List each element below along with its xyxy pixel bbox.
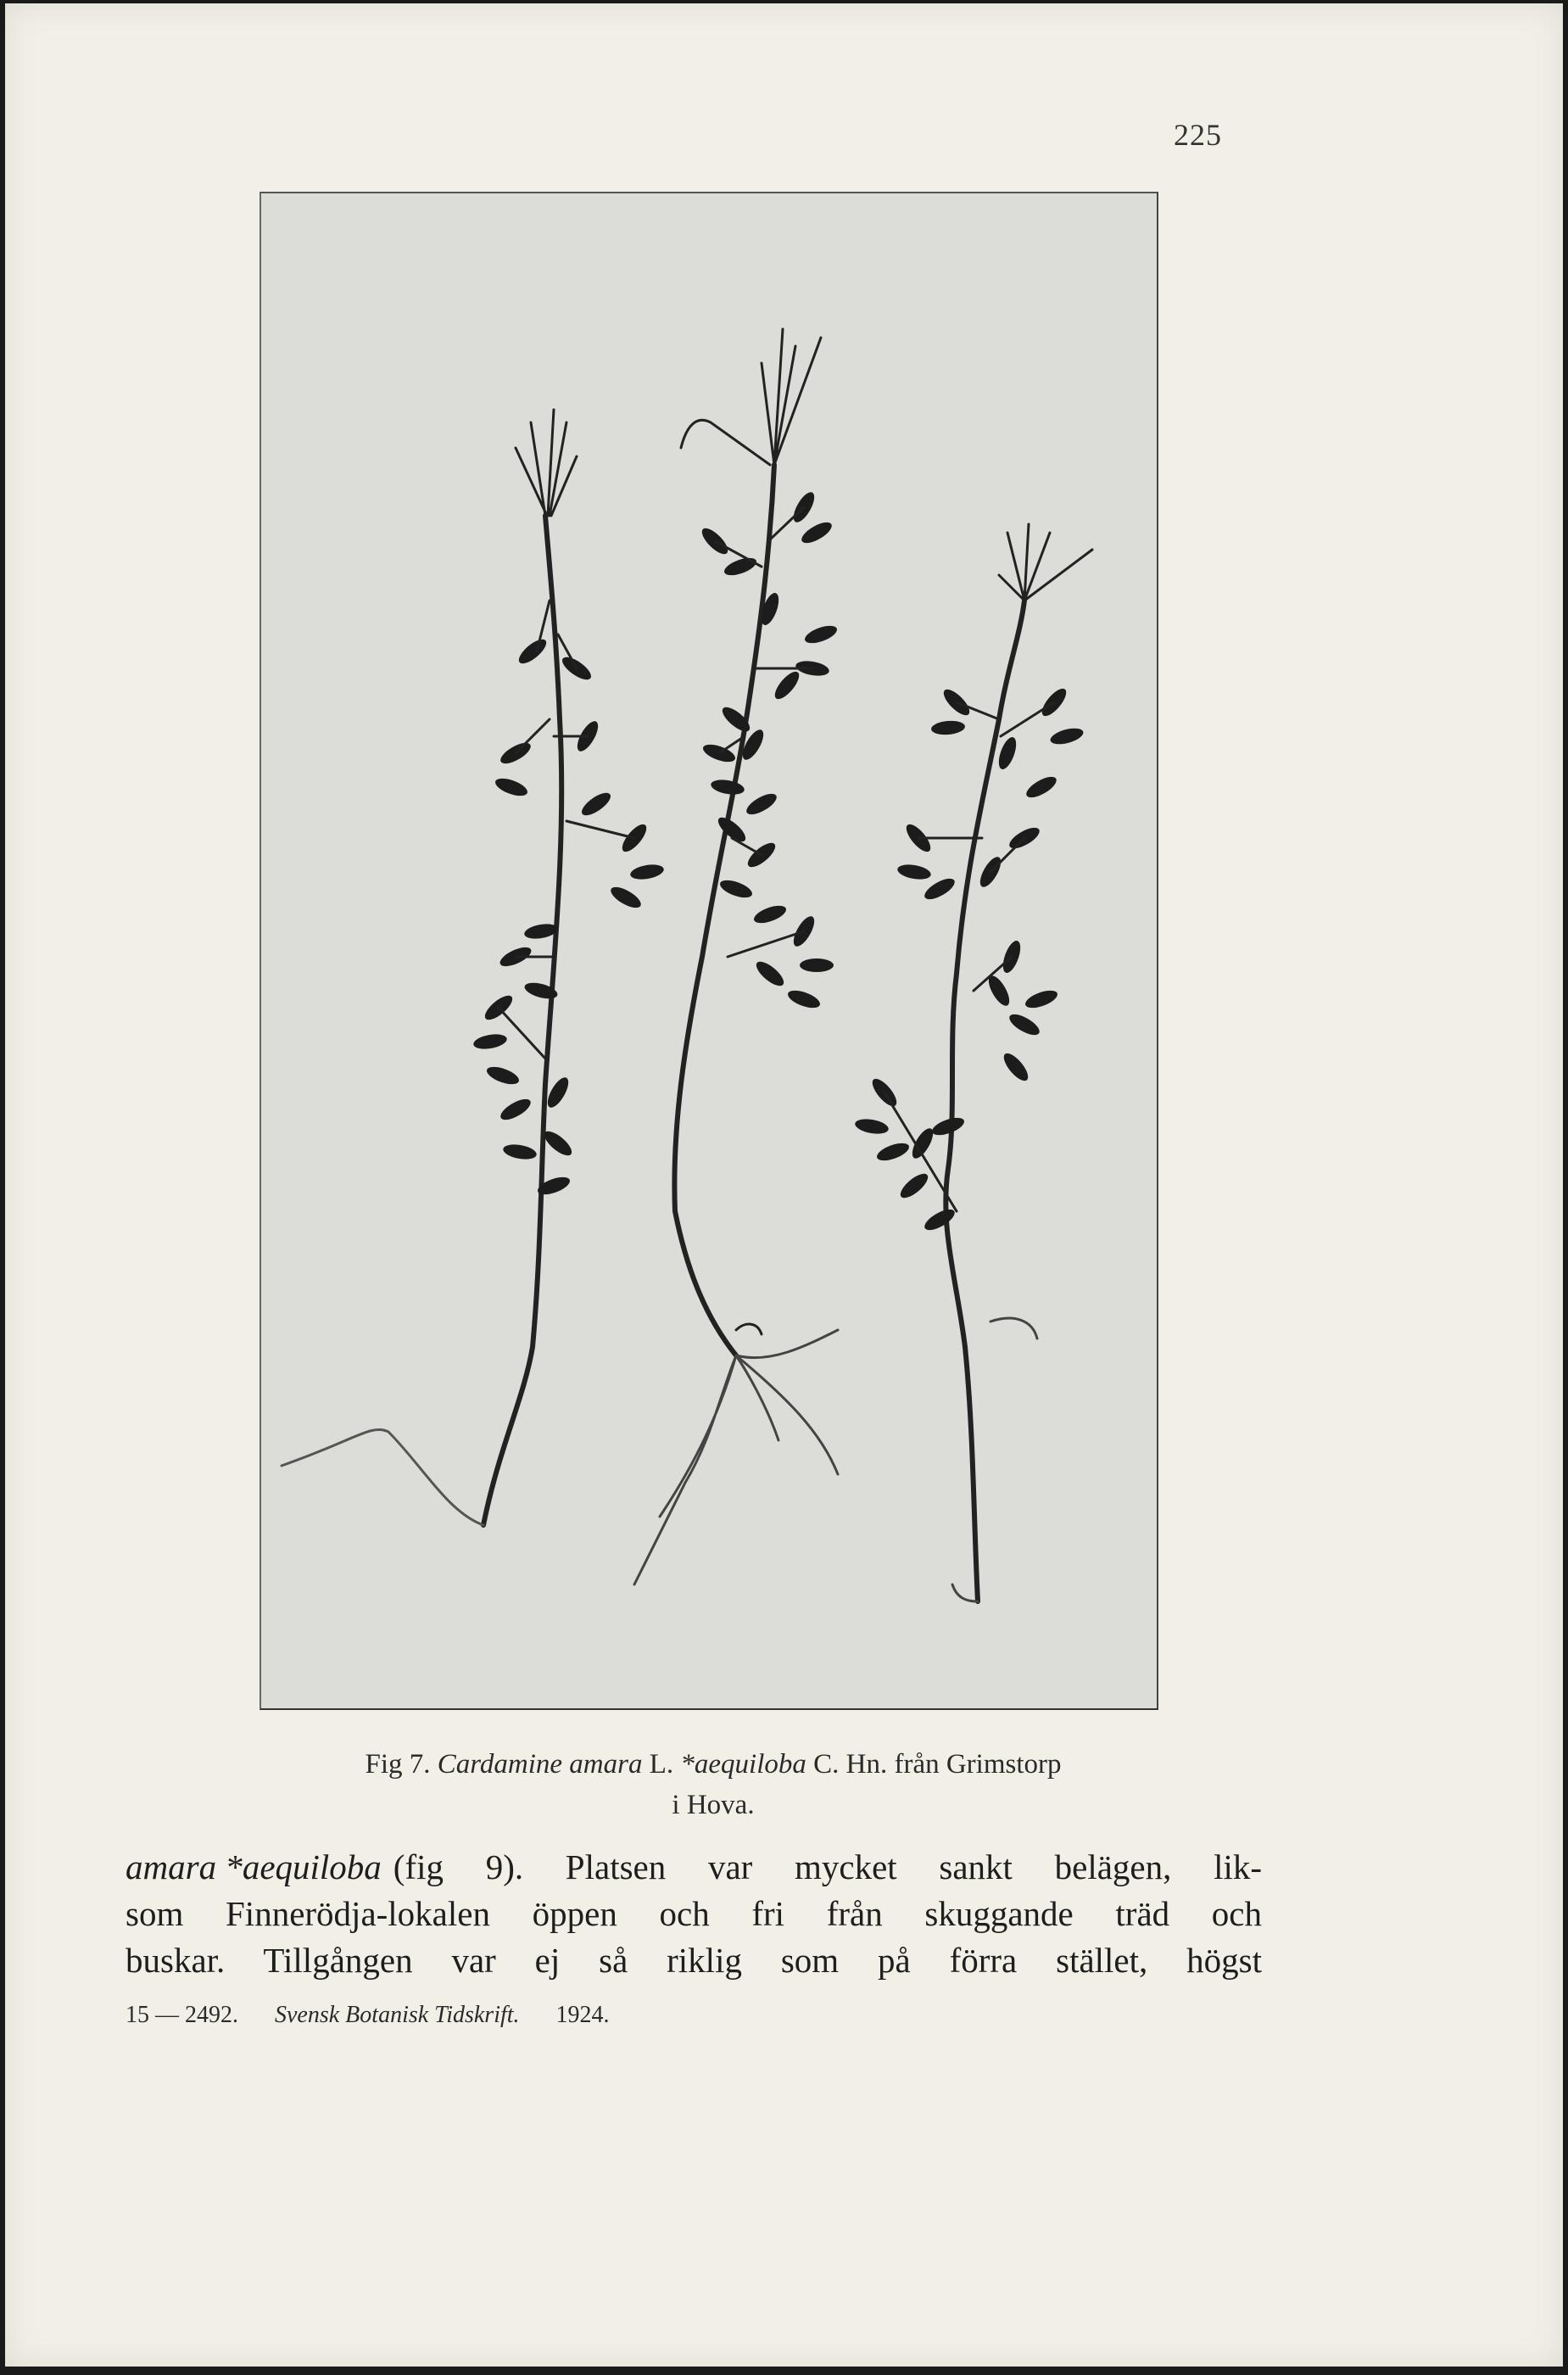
signature-mark: 15 — 2492. [126,2002,238,2028]
specimen-left [282,410,665,1525]
body-line-1 [126,1844,1262,1891]
page-footer [126,2002,1143,2029]
taxon-inline: amara *aequiloba [126,1847,382,1886]
journal-year: 1924. [555,2002,610,2028]
body-paragraph [126,1844,1262,1984]
figure-photograph [259,192,1158,1710]
subspecies-authority: C. Hn. [813,1749,888,1780]
specimen-right [854,524,1092,1601]
subspecies-name: *aequiloba [680,1749,806,1780]
species-authority: L. [649,1749,674,1780]
specimen-middle [634,329,840,1584]
body-line-1-rest: (fig 9). Platsen var mycket sankt belägen, lik- [393,1847,1262,1886]
locality-line2: i Hova. [672,1790,755,1820]
page-number: 225 [1174,118,1222,152]
figure-label: Fig 7. [365,1749,431,1780]
journal-title: Svensk Botanisk Tidskrift. [275,2002,520,2028]
body-line-2: som Finnerödja-lokalen öppen och fri från skuggande träd och [126,1894,1262,1933]
locality: från Grimstorp [894,1749,1062,1780]
document-page [5,3,1563,2367]
plant-specimens-illustration [261,193,1157,1708]
body-line-3: buskar. Tillgången var ej så riklig som på förra stället, högst [126,1941,1262,1980]
species-name: Cardamine amara [437,1749,643,1780]
figure-caption [251,1744,1175,1825]
